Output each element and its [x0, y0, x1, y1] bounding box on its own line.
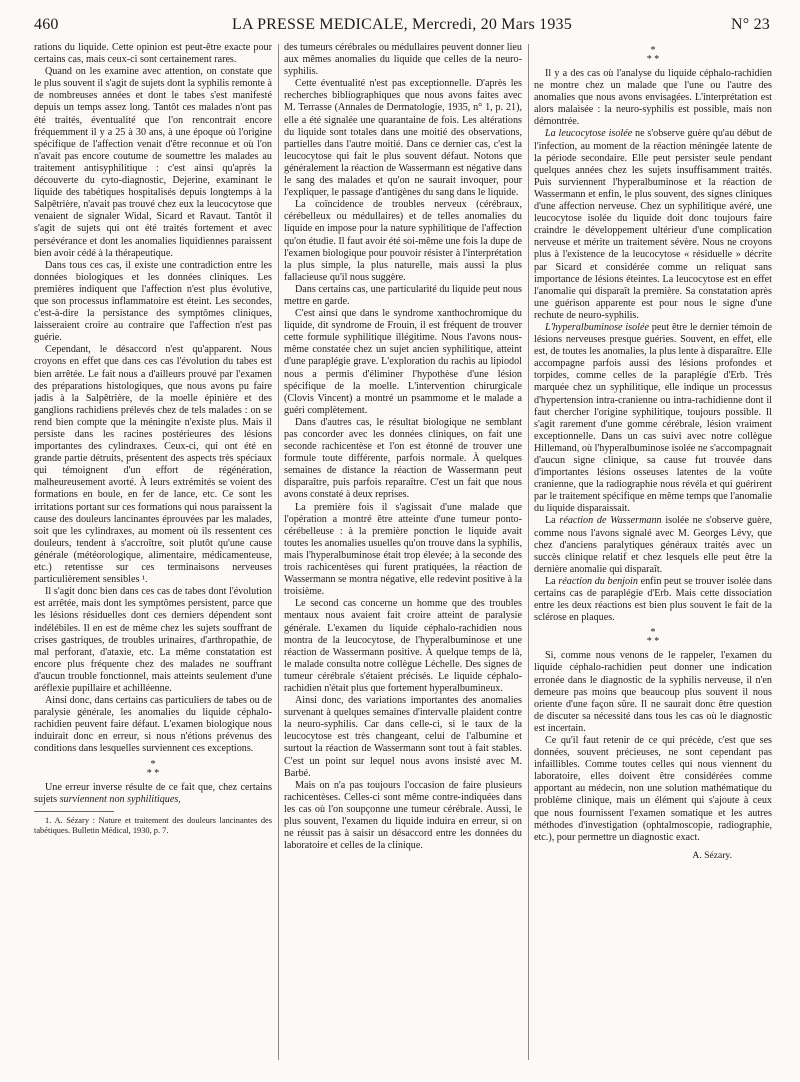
paragraph: Dans d'autres cas, le résultat biologique ne semblant pas concorder avec les données cliniques, on fait une seconde rachicentèse et l'on est étonné de trouver une formule toute différente, parfois normale. À quelques semaines de distance la réaction de Wassermann peut disparaître, puis parfois reparaître. C'est un fait que nous avons constaté à deux reprises.	[284, 416, 522, 501]
paragraph: Dans certains cas, une particularité du liquide peut nous mettre en garde.	[284, 283, 522, 307]
paragraph: C'est ainsi que dans le syndrome xanthochromique du liquide, dit syndrome de Frouin, il est fréquent de trouver cette formule syphilitique illégitime. Nous l'avons nous-même constatée chez un sujet ancien syphilitique, atteint d'une paraplégie grave. L'exploration du rachis au lipiodol nous a permis d'éliminer l'hypothèse d'une lésion spécifique de la moelle. L'intervention chirurgicale (Clovis Vincent) a montré un psammome et le malade a guéri complètement.	[284, 308, 522, 416]
footnote: 1. A. Sézary : Nature et traitement des douleurs lancinantes des tabétiques. Bulletin Médical, 1930, p. 7.	[34, 815, 272, 835]
italic-term: La leucocytose isolée	[545, 128, 633, 140]
italic-term: L'hyperalbuminose isolée	[545, 321, 649, 333]
paragraph: Ainsi donc, dans certains cas particuliers de tabes ou de paralysie générale, les anomalies du liquide céphalo-rachidien peuvent faire défaut. L'examen biologique nous induirait donc en erreur, si nous n'étions prévenus des conditions dans lesquelles surviennent ces exceptions.	[34, 695, 272, 755]
issue-number: N° 23	[731, 16, 770, 33]
paragraph: Ce qu'il faut retenir de ce qui précède, c'est que ses données, souvent précieuses, ne sont cependant pas infaillibles. Comme toutes celles qui nous viennent du laboratoire, elles doivent être considérées comme apportant au médecin, non une solution mathématique du problème clinique, mais un élément qui s'ajoute à ceux que nous fournissent l'examen somatique et les autres méthodes d'investigation (ophtalmoscopie, radiographie, etc.), pour permettre un diagnostic exact.	[534, 734, 772, 843]
author-signature: A. Sézary.	[692, 849, 732, 861]
page-number: 460	[34, 16, 59, 33]
paragraph: Si, comme nous venons de le rappeler, l'examen du liquide céphalo-rachidien peut donner une indication erronée dans le diagnostic de la syphilis nerveuse, il n'en demeure pas moins que beaucoup plus souvent il nous oriente d'une façon sûre. Il ne saurait donc être question de discuter sa nécessité dans tous les cas où le diagnostic est incertain.	[534, 650, 772, 734]
section-separator: * * *	[646, 45, 660, 65]
paragraph: La leucocytose isolée ne s'observe guère qu'au début de l'infection, au moment de la réaction méningée latente de la période secondaire. Elle peut persister seule pendant quelques années chez les sujets insuffisamment traités. Puis surviennent l'hyperalbuminose et la réaction de Wassermann et enfin, le plus souvent, des signes cliniques d'une affection nerveuse. Chez un syphilitique avéré, une leucocytose isolée du liquide doit donc toujours faire craindre le développement ultérieur d'une complication nerveuse et mérite un traitement sévère. Nous ne croyons plus à l'existence de la leucocytose « résiduelle » décrite par Sicard et considérée comme un reliquat sans importance de lésions éteintes. La leucocytose est en effet l'anomalie qui disparaît la première. Sa constatation après une guérison apparente est pour nous le signe d'une rechute de neuro-syphilis.	[534, 128, 772, 321]
journal-title: LA PRESSE MEDICALE, Mercredi, 20 Mars 1935	[232, 16, 572, 33]
column-3	[534, 42, 772, 1072]
paragraph: La coïncidence de troubles nerveux (cérébraux, cérébelleux ou médullaires) et de telles anomalies du liquide en impose pour la nature syphilitique de l'affection qu'on étudie. Il faut avoir été soi-même une fois la dupe de l'examen biologique pour pouvoir résister à l'interprétation la plus simple, la plus naturelle, mais aussi la plus fallacieuse qu'il nous suggère.	[284, 199, 522, 283]
italic-text: surviennent non syphilitiques,	[59, 793, 181, 805]
paragraph: Cependant, le désaccord n'est qu'apparent. Nous croyons en effet que dans ces cas l'évolution du tabes est bien arrêtée. Le fait nous a d'ailleurs prouvé par l'examen des préparations histologiques, que nous avons pu faire jadis à la Salpêtrière, de la moelle épinière et des ganglions rachidiens prélevés chez de tels malades : on se rend bien compte que la méningite n'existe plus. Mais il persiste dans les racines postérieures des lésions importantes des cylindraxes. Ceux-ci, qui ont été en grande partie détruits, présentent des aspects très spéciaux qui témoignent d'un effort de régénération, malheureusement avorté. À leurs extrémités se voient des formations en boule, en fer de lance, etc. Ce sont les irritations portant sur ces formations qui nous paraissent la cause des douleurs lancinantes éprouvées par les malades, soit que les cylindraxes, au moment où ils ressentent ces douleurs, tendent à s'accroître, soit plutôt qu'une cause générale (météorologique, alimentaire, médicamenteuse, etc.) retentisse sur ces terminaisons nerveuses particulièrement sensibles ¹.	[34, 344, 272, 586]
paragraph: Mais on n'a pas toujours l'occasion de faire plusieurs rachicentèses. Celles-ci sont même contre-indiquées dans les cas où l'on soupçonne une tumeur cérébrale. Aussi, le plus souvent, l'examen du liquide induira en erreur, si on ne réussit pas à saisir un désaccord entre les données du laboratoire et celles de la clinique.	[284, 779, 522, 852]
column-divider	[528, 44, 529, 1060]
paragraph: Il y a des cas où l'analyse du liquide céphalo-rachidien ne montre chez un malade que l'une ou l'autre des anomalies que nous avons envisagées. L'interprétation est alors malaisée : la neuro-syphilis est possible, mais non démontrée.	[534, 68, 772, 128]
section-separator: * * *	[646, 627, 660, 648]
paragraph: L'hyperalbuminose isolée peut être le dernier témoin de lésions nerveuses presque guéries. Souvent, en effet, elle est, de toutes les anomalies, la plus lente à disparaître. Elle accompagne parfois aussi des lésions profondes et torpides, comme celles de la paraplégie d'Erb. Très marquée chez un syphilitique, elle indique un processus d'hypertension intra-cranienne ou intra-rachidienne dont il faut chercher l'origine syphilitique, toujours possible. Il s'agit rarement d'une gomme cérébrale, lésion vraiment exceptionnelle. Dans un cas suivi avec notre collègue Hillemand, où l'hyperalbuminose isolée ne s'accompagnait d'aucun signe clinique, sa cause fut trouvée dans d'importantes lésions osseuses latentes de la voûte cranienne, que la radiographie nous révéla et qui guérirent par le traitement spécifique en même temps que l'anomalie du liquide disparaissait.	[534, 321, 772, 515]
column-2	[284, 42, 522, 1072]
footnote-rule	[34, 811, 114, 812]
section-separator: * * *	[146, 758, 160, 779]
paragraph: Une erreur inverse résulte de ce fait que, chez certains sujets surviennent non syphilitiques,	[34, 781, 272, 805]
paragraph: des tumeurs cérébrales ou médullaires peuvent donner lieu aux mêmes anomalies du liquide que celles de la neuro-syphilis.	[284, 42, 522, 78]
paragraph: La première fois il s'agissait d'une malade que l'opération a montré être atteinte d'une tumeur ponto-cérébelleuse : à la première ponction le liquide avait toutes les anomalies usuelles qu'on trouve dans la syphilis, mais l'hyperalbuminose était trop élevée; à la seconde des trois rachicentèses qui furent pratiquées, la réaction de Wassermann se montra négative, elle redevint positive à la troisième.	[284, 501, 522, 598]
paragraph: rations du liquide. Cette opinion est peut-être exacte pour certains cas, mais ceux-ci sont certainement rares.	[34, 42, 272, 66]
paragraph: Cette éventualité n'est pas exceptionnelle. D'après les recherches bibliographiques que nous avons faites avec M. Terrasse (Annales de Dermatologie, 1935, n° 1, p. 21), elle a été signalée une quarantaine de fois. Les altérations du liquide sont totales dans une moitié des observations, partielles dans l'autre moitié. Dans ce dernier cas, c'est la leucocytose qui fait le plus souvent défaut. Notons que généralement la réaction de Wassermann est négative dans le sang des malades et qu'on ne saurait invoquer, pour l'expliquer, le passage d'antigènes du sang dans le liquide.	[284, 78, 522, 199]
paragraph: Quand on les examine avec attention, on constate que le plus souvent il s'agit de sujets dont la syphilis remonte à de nombreuses années et dont le tabes s'est manifesté depuis un temps assez long. Tantôt ces malades n'ont pas été traités, éventualité que l'on rencontrait encore fréquemment il y a 25 à 30 ans, à une époque où l'origine spécifique de l'affection venait d'être reconnue et où l'on n'avait pas encore coutume de soumettre les malades au traitement antisyphilitique : c'est ainsi qu'après la découverte du cyto-diagnostic, Dejerine, examinant le liquide des tabétiques hospitalisés depuis longtemps à la Salpêtrière, n'avait pas trouvé chez eux la leucocytose que venaient de signaler Widal, Sicard et Ravaut. Tantôt il s'agit de sujets qui ont été traités fortement et avec persévérance et dont les anomalies liquidiennes paraissent bien avoir cédé à la thérapeutique.	[34, 66, 272, 259]
paragraph: Il s'agit donc bien dans ces cas de tabes dont l'évolution est arrêtée, mais dont les symptômes persistent, parce que les lésions résiduelles dont ces derniers dépendent sont indélébiles. Il en est de même chez les sujets souffrant de crises gastriques, de troubles urinaires, d'arthropathie, de mal perforant, d'ataxie, etc. La même constatation est encore plus fréquente chez des malades ne souffrant d'aucun trouble fonctionnel, mais atteints seulement d'une aréflexie pupillaire et achilléenne.	[34, 586, 272, 694]
article-columns	[34, 42, 772, 1072]
italic-term: réaction de Wassermann	[559, 515, 662, 527]
page-header	[34, 14, 770, 40]
column-1	[34, 42, 272, 1072]
paragraph: La réaction du benjoin enfin peut se trouver isolée dans certains cas de paraplégie d'Erb. Mais cette dissociation entre les deux réactions est bien plus souvent le fait de la sclérose en plaques.	[534, 575, 772, 624]
paragraph: Ainsi donc, des variations importantes des anomalies survenant à quelques semaines d'intervalle plaident contre la neuro-syphilis. Car dans celle-ci, si le taux de la leucocytose est très changeant, celui de l'albumine et surtout la réaction de Wassermann sont tout à fait stables. C'est un point sur lequel nous avons insisté avec M. Barbé.	[284, 695, 522, 779]
paragraph: La réaction de Wassermann isolée ne s'observe guère, comme nous l'avons signalé avec M. Georges Lévy, que chez d'anciens paralytiques généraux traités avec un succès clinique relatif et chez lesquels elle peut être la dernière anomalie qui disparaît.	[534, 515, 772, 575]
column-divider	[278, 44, 279, 1060]
paragraph: Le second cas concerne un homme que des troubles mentaux nous avaient fait croire atteint de paralysie générale. L'examen du liquide céphalo-rachidien nous montra de la leucocytose, de l'hyperalbuminose et une réaction de Wassermann positive. À quelque temps de là, le malade consulta notre collègue Léchelle. Des signes de tumeur cérébrale s'étaient précisés. Le liquide céphalo-rachidien n'était plus que fortement hyperalbumineux.	[284, 598, 522, 694]
italic-term: réaction du benjoin	[558, 575, 638, 587]
paragraph: Dans tous ces cas, il existe une contradiction entre les données biologiques et les données cliniques. Les premières indiquent que l'affection n'est plus évolutive, que son processus inflammatoire est éteint. Les secondes, c'est-à-dire la persistance des symptômes cliniques, laisseraient croire au contraire que l'affection n'est pas guérie.	[34, 259, 272, 344]
